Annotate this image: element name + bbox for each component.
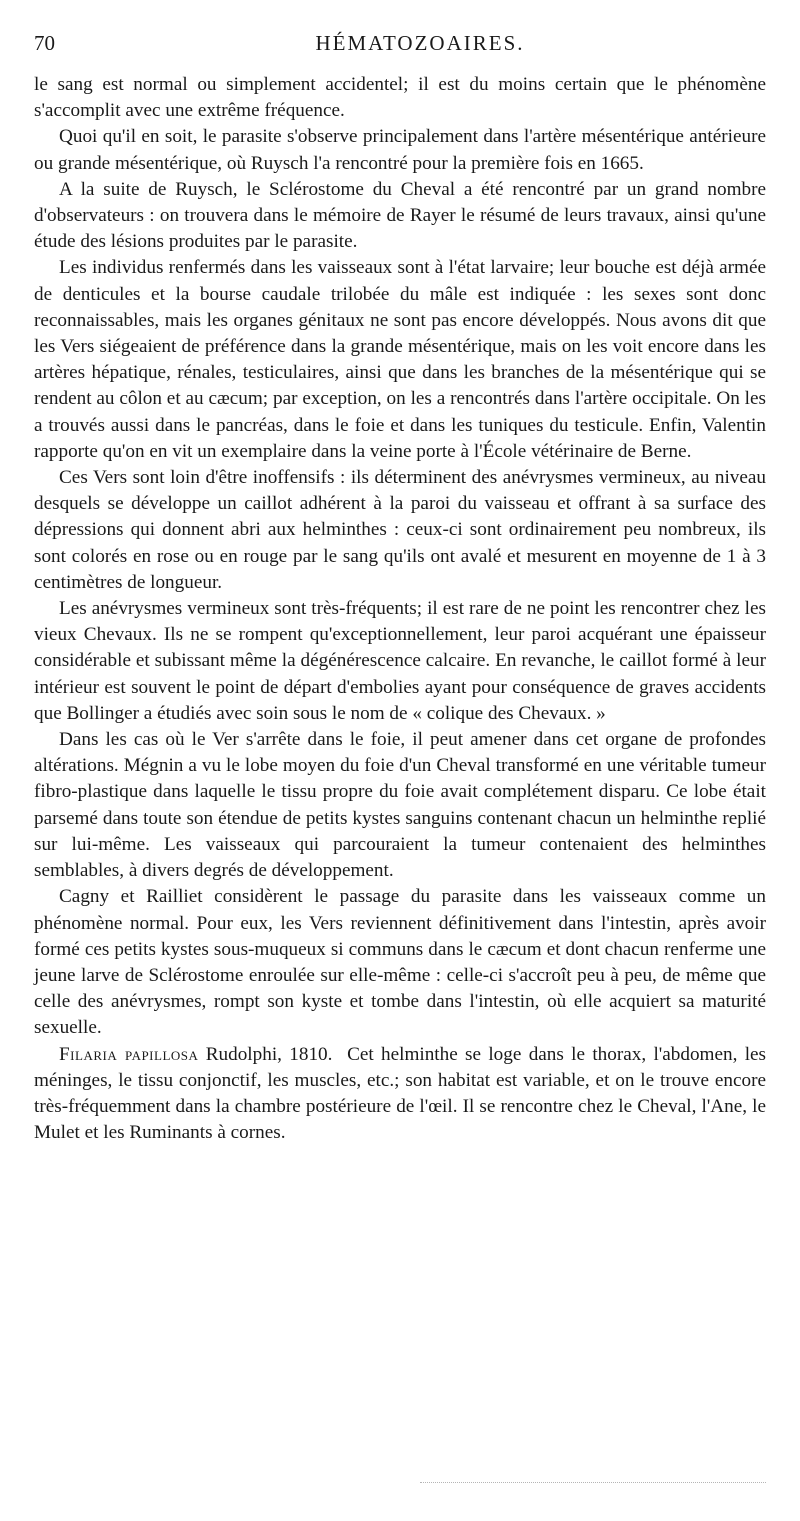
body-text <box>34 72 766 1146</box>
page-number: 70 <box>34 31 55 55</box>
paragraph: Cagny et Railliet considèrent le passage du parasite dans les vaisseaux comme un phénomène normal. Pour eux, les Vers reviennent définitivement dans l'intestin, après avoir formé ces petits kystes sous-muqueux si communs dans le cæcum et dont chacun renferme une jeune larve de Sclérostome enroulée sur elle-même : celle-ci s'accroît peu à peu, de même que celle des anévrysmes, rompt son kyste et tombe dans l'intestin, où elle acquiert sa maturité sexuelle. <box>34 886 766 1039</box>
page-bottom-marks <box>420 1482 766 1485</box>
species-authority: Rudolphi, 1810. <box>205 1043 333 1065</box>
paragraph: A la suite de Ruysch, le Sclérostome du Cheval a été rencontré par un grand nombre d'observateurs : on trouvera dans le mémoire de Rayer le résumé de leurs travaux, ainsi qu'une étude des lésions produites par le parasite. <box>34 178 766 253</box>
paragraph: Quoi qu'il en soit, le parasite s'observe principalement dans l'artère mésentérique antérieure ou grande mésentérique, où Ruysch l'a rencontré pour la première fois en 1665. <box>34 126 766 174</box>
paragraph: Les individus renfermés dans les vaisseaux sont à l'état larvaire; leur bouche est déjà armée de denticules et la bourse caudale trilobée du mâle est indiquée : les sexes sont donc reconnaissables, mais les organes génitaux ne sont pas encore développés. Nous avons dit que les Vers siégeaient de préférence dans la grande mésentérique, mais on les voit encore dans les artères hépatique, rénales, testiculaires, ainsi que dans les branches de la mésentérique qui se rendent au côlon et au cæcum; par exception, on les a rencontrés dans l'artère occipitale. On les a trouvés aussi dans le pancréas, dans le foie et dans les tuniques du testicule. Enfin, Valentin rapporte qu'on en vit un exemplaire dans la veine porte à l'École vétérinaire de Berne. <box>34 257 766 462</box>
species-name: Filaria papillosa <box>59 1043 199 1065</box>
paragraph-filaria-papillosa <box>34 1042 766 1147</box>
species-description: Cet helminthe se loge dans le thorax, l'abdomen, les méninges, le tissu conjonctif, les muscles, etc.; son habitat est variable, et on le trouve encore très-fréquemment dans la chambre postérieure de l'œil. Il se rencontre chez le Cheval, l'Ane, le Mulet et les Ruminants à cornes. <box>34 1043 767 1144</box>
paragraph-continuation: le sang est normal ou simplement accidentel; il est du moins certain que le phénomène s'accomplit avec une extrême fréquence. <box>34 74 766 122</box>
page-header <box>34 28 766 58</box>
running-head: HÉMATOZOAIRES. <box>315 31 525 55</box>
paragraph: Dans les cas où le Ver s'arrête dans le foie, il peut amener dans cet organe de profondes altérations. Mégnin a vu le lobe moyen du foie d'un Cheval transformé en une véritable tumeur fibro-plastique dans laquelle le tissu propre du foie avait complétement disparu. Ce lobe était parsemé dans toute son étendue de petits kystes sanguins contenant chacun un helminthe replié sur lui-même. Les vaisseaux qui parcouraient la tumeur contenaient des helminthes semblables, à divers degrés de développement. <box>34 729 766 882</box>
book-page <box>34 28 766 1146</box>
paragraph: Les anévrysmes vermineux sont très-fréquents; il est rare de ne point les rencontrer chez les vieux Chevaux. Ils ne se rompent qu'exceptionnellement, leur paroi acquérant une épaisseur considérable et subissant même la dégénérescence calcaire. En revanche, le caillot formé à leur intérieur est souvent le point de départ d'embolies ayant pour conséquence de graves accidents que Bollinger a étudiés avec soin sous le nom de « colique des Chevaux. » <box>34 598 766 724</box>
paragraph: Ces Vers sont loin d'être inoffensifs : ils déterminent des anévrysmes vermineux, au niveau desquels se développe un caillot adhérent à la paroi du vaisseau et offrant à sa surface des dépressions qui donnent abri aux helminthes : ceux-ci sont ordinairement peu nombreux, ils sont colorés en rose ou en rouge par le sang qu'ils ont avalé et mesurent en moyenne de 1 à 3 centimètres de longueur. <box>34 467 766 593</box>
